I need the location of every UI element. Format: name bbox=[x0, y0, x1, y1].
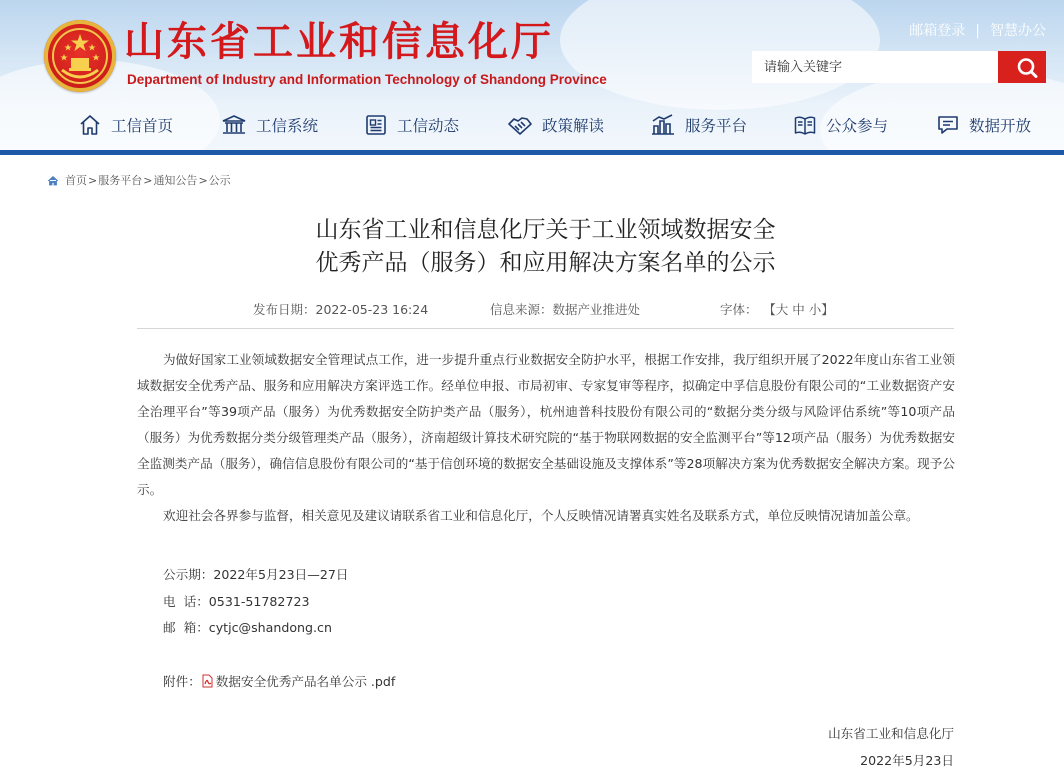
attachment bbox=[163, 671, 395, 690]
breadcrumb-notice[interactable]: 通知公告 bbox=[153, 174, 198, 187]
signer: 山东省工业和信息化厅 bbox=[828, 726, 954, 741]
font-size-options[interactable]: 【大 中 小】 bbox=[769, 302, 834, 317]
site-title-en[interactable]: Department of Industry and Information Technology of Shandong Province bbox=[127, 72, 607, 87]
top-links-separator: | bbox=[975, 23, 980, 39]
article-title bbox=[137, 214, 954, 280]
search-box bbox=[752, 51, 1046, 83]
info-source: 信息来源：数据产业推进处 bbox=[490, 302, 641, 317]
publish-date: 发布日期：2022-05-23 16:24 bbox=[253, 302, 429, 317]
handshake-icon bbox=[507, 113, 533, 137]
chart-building-icon bbox=[650, 113, 676, 137]
font-size-control bbox=[720, 300, 834, 318]
book-icon bbox=[793, 113, 817, 137]
main-nav bbox=[0, 105, 1064, 145]
search-button[interactable] bbox=[998, 51, 1046, 83]
nav-item-policy[interactable] bbox=[507, 105, 604, 145]
pdf-icon bbox=[201, 674, 214, 688]
font-size-label: 字体： bbox=[720, 302, 758, 317]
breadcrumb-home[interactable]: 首页 bbox=[65, 174, 87, 187]
nav-item-service[interactable] bbox=[650, 105, 747, 145]
home-icon bbox=[78, 113, 102, 137]
breadcrumb-separator: > bbox=[143, 173, 153, 187]
nav-item-system[interactable] bbox=[221, 105, 318, 145]
nav-item-home[interactable] bbox=[78, 105, 173, 145]
notice-period: 公示期：2022年5月23日—27日 bbox=[163, 567, 349, 582]
news-icon bbox=[364, 113, 388, 137]
nav-label: 公众参与 bbox=[826, 117, 889, 135]
building-icon bbox=[221, 113, 247, 137]
article-title-line: 山东省工业和信息化厅关于工业领域数据安全 bbox=[315, 217, 776, 243]
nav-label: 工信动态 bbox=[397, 117, 460, 135]
search-icon bbox=[1004, 52, 1052, 84]
article-paragraph: 欢迎社会各界参与监督，相关意见及建议请联系省工业和信息化厅，个人反映情况请署真实姓名及联系方式，单位反映情况请加盖公章。 bbox=[163, 508, 919, 523]
attachment-link[interactable]: 数据安全优秀产品名单公示 .pdf bbox=[215, 674, 396, 689]
search-input[interactable] bbox=[752, 51, 998, 83]
nav-item-news[interactable] bbox=[364, 105, 459, 145]
top-links bbox=[909, 20, 1046, 40]
site-header bbox=[0, 0, 1064, 150]
home-icon bbox=[47, 175, 59, 186]
chat-icon bbox=[936, 113, 960, 137]
nav-label: 工信系统 bbox=[256, 117, 319, 135]
breadcrumb-public[interactable]: 公示 bbox=[208, 174, 231, 187]
nav-label: 政策解读 bbox=[542, 117, 605, 135]
national-emblem-icon[interactable] bbox=[44, 20, 116, 92]
nav-label: 工信首页 bbox=[111, 117, 174, 135]
nav-label: 数据开放 bbox=[969, 117, 1032, 135]
article-paragraph: 为做好国家工业领域数据安全管理试点工作，进一步提升重点行业数据安全防护水平，根据工作安排，我厅组织开展了2022年度山东省工业领域数据安全优秀产品、服务和应用解决方案评选工作。经单位申报、市局初审、专家复审等程序，拟确定中孚信息股份有限公司的“工业数据资产安全治理平台”等39项产品（服务）为优秀数据安全防护类产品（服务），杭州迪普科技股份有限公司的“数据分类分级与风险评估系统”等10项产品（服务）为优秀数据分类分级管理类产品（服务），济南超级计算技术研究院的“基于物联网数据的安全监测平台”等12项产品（服务）为优秀数据安全监测类产品（服务），确信信息股份有限公司的“基于信创环境的数据安全基础设施及支撑体系”等28项解决方案为优秀数据安全解决方案。现予公示。 bbox=[137, 352, 955, 497]
contact-phone: 电 话：0531-51782723 bbox=[163, 594, 310, 609]
breadcrumb-service[interactable]: 服务平台 bbox=[98, 174, 143, 187]
site-title-cn[interactable]: 山东省工业和信息化厅 bbox=[124, 18, 554, 65]
meta-divider bbox=[137, 328, 954, 329]
breadcrumb-separator: > bbox=[88, 173, 98, 187]
nav-label: 服务平台 bbox=[685, 117, 748, 135]
nav-item-data[interactable] bbox=[936, 105, 1031, 145]
mail-login-link[interactable]: 邮箱登录 bbox=[909, 23, 966, 39]
contact-email: 邮 箱：cytjc@shandong.cn bbox=[163, 620, 332, 635]
nav-item-public[interactable] bbox=[793, 105, 888, 145]
attachment-label: 附件： bbox=[163, 674, 201, 689]
nav-bottom-band bbox=[0, 150, 1064, 155]
article-body bbox=[137, 347, 955, 529]
breadcrumb bbox=[47, 172, 231, 188]
breadcrumb-separator: > bbox=[198, 173, 208, 187]
smart-office-link[interactable]: 智慧办公 bbox=[990, 23, 1046, 39]
sign-date: 2022年5月23日 bbox=[860, 753, 954, 768]
article-title-line: 优秀产品（服务）和应用解决方案名单的公示 bbox=[315, 250, 776, 276]
